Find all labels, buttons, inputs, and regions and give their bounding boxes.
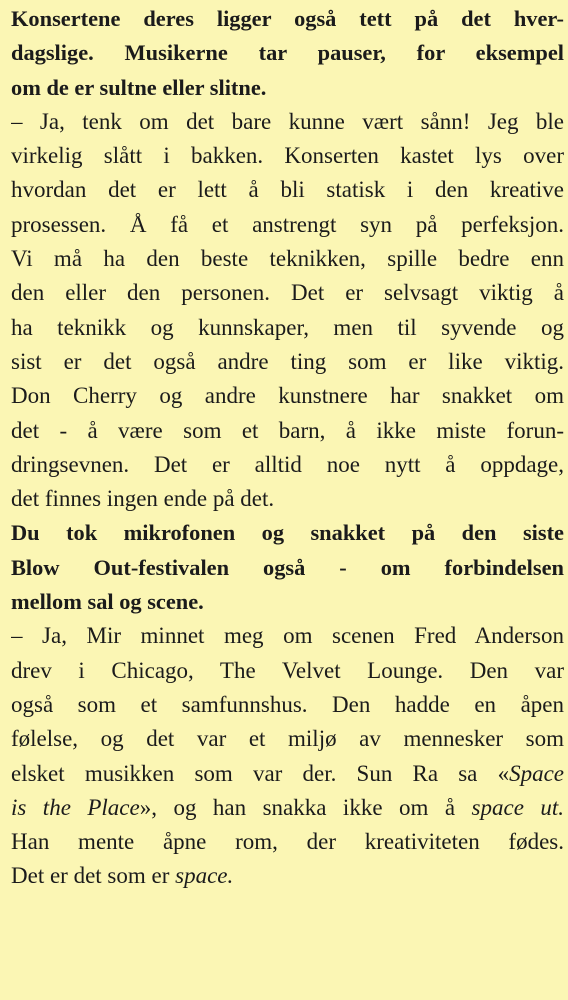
answer-1-line: dringsevnen. Det er alltid noe nytt å oppdage, bbox=[11, 451, 564, 477]
answer-1-line: det - å være som et barn, å ikke miste forun- bbox=[11, 417, 564, 443]
question-1-line: om de er sultne eller slitne. bbox=[11, 74, 267, 100]
answer-2-line: – Ja, Mir minnet meg om scenen Fred Anderson bbox=[11, 623, 564, 649]
answer-1-line: – Ja, tenk om det bare kunne vært sånn! Jeg ble bbox=[11, 108, 564, 134]
italic-phrase: space ut. bbox=[471, 794, 564, 820]
answer-2-line bbox=[11, 859, 564, 893]
answer-1-line: hvordan det er lett å bli statisk i den kreative bbox=[11, 177, 564, 203]
answer-1-line: det finnes ingen ende på det. bbox=[11, 486, 275, 512]
answer-1-line: ha teknikk og kunnskaper, men til syvende og bbox=[11, 314, 564, 340]
quote-title-start: Space bbox=[509, 760, 564, 786]
answer-2-line bbox=[11, 791, 564, 825]
quote-title-end: is the Place bbox=[11, 794, 140, 820]
answer-2-text: Det er det som er bbox=[11, 863, 176, 889]
answer-2-text: », og han snakka ikke om å bbox=[139, 794, 472, 820]
question-1 bbox=[11, 2, 564, 105]
italic-word: space. bbox=[175, 863, 234, 889]
question-1-line: dagslige. Musikerne tar pauser, for eksempel bbox=[11, 40, 564, 66]
answer-1-line: virkelig slått i bakken. Konserten kastet lys over bbox=[11, 143, 564, 169]
answer-2-text: elsket musikken som var der. Sun Ra sa « bbox=[11, 760, 510, 786]
question-1-line: Konsertene deres ligger også tett på det hver- bbox=[11, 6, 564, 31]
answer-2-line bbox=[11, 757, 564, 791]
question-2 bbox=[11, 516, 564, 619]
answer-2-line: Han mente åpne rom, der kreativiteten fødes. bbox=[11, 829, 564, 855]
answer-2-line: også som et samfunnshus. Den hadde en åpen bbox=[11, 691, 564, 717]
question-2-line: Du tok mikrofonen og snakket på den siste bbox=[11, 520, 564, 546]
answer-1-line: Vi må ha den beste teknikken, spille bedre enn bbox=[11, 246, 564, 272]
answer-2 bbox=[11, 619, 564, 893]
question-2-line: mellom sal og scene. bbox=[11, 589, 204, 615]
answer-1-line: sist er det også andre ting som er like viktig. bbox=[11, 348, 564, 374]
answer-2-line: følelse, og det var et miljø av mennesker som bbox=[11, 726, 564, 752]
answer-1-line: den eller den personen. Det er selvsagt viktig å bbox=[11, 280, 564, 306]
answer-1-line: Don Cherry og andre kunstnere har snakket om bbox=[11, 383, 564, 409]
question-2-line: Blow Out-festivalen også - om forbindelsen bbox=[11, 554, 564, 580]
answer-1 bbox=[11, 105, 564, 517]
answer-2-line: drev i Chicago, The Velvet Lounge. Den var bbox=[11, 657, 564, 683]
answer-1-line: prosessen. Å få et anstrengt syn på perfeksjon. bbox=[11, 211, 564, 237]
